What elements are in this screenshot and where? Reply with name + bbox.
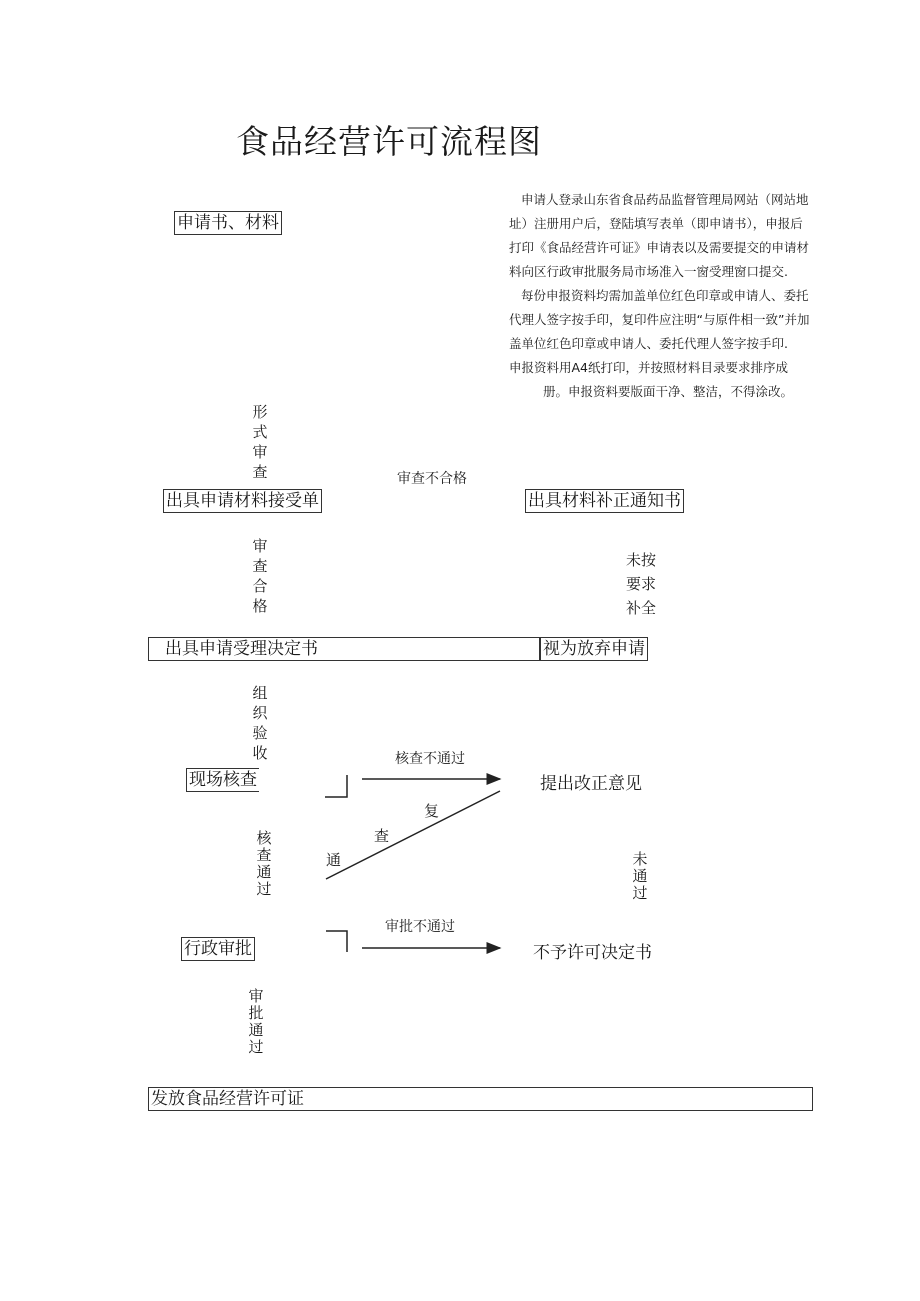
node-receipt-issued: 出具申请材料接受单 bbox=[163, 489, 322, 513]
edge-label-approval-passed: 审 批 通 过 bbox=[248, 987, 264, 1056]
description-paragraph-3-line-2: 册。申报资料要版面干净、整洁，不得涂改。 bbox=[543, 384, 794, 399]
edge-label-review-failed: 审查不合格 bbox=[397, 471, 467, 487]
edge-label-recheck-1: 复 bbox=[424, 802, 440, 820]
edge-label-not-passed: 未 通 过 bbox=[632, 850, 648, 902]
node-site-inspection: 现场核查 bbox=[186, 768, 259, 792]
edge-label-review-passed: 审 查 合 格 bbox=[252, 537, 268, 615]
node-acceptance-decision: 出具申请受理决定书 bbox=[148, 637, 540, 661]
edge-label-organize-acceptance: 组 织 验 收 bbox=[252, 684, 268, 762]
edge-label-not-corrected: 未按 要求 补全 bbox=[625, 551, 656, 617]
recheck-diagonal-line bbox=[326, 791, 500, 879]
page-title: 食品经营许可流程图 bbox=[236, 122, 542, 161]
edge-label-inspection-failed: 核查不通过 bbox=[395, 751, 465, 767]
description-paragraph-3 bbox=[509, 356, 814, 404]
node-rectification-opinion: 提出改正意见 bbox=[540, 774, 642, 794]
node-deemed-abandoned: 视为放弃申请 bbox=[540, 637, 648, 661]
edge-label-recheck-3: 通 bbox=[326, 851, 342, 869]
node-disapproval-decision: 不予许可决定书 bbox=[533, 943, 652, 963]
description-paragraph-2: 每份申报资料均需加盖单位红色印章或申请人、委托代理人签字按手印，复印件应注明“与原件相一致”并加盖单位红色印章或申请人、委托代理人签字按手印. bbox=[509, 288, 810, 351]
edge-label-approval-failed: 审批不通过 bbox=[385, 919, 455, 935]
description-paragraph-3-line-1: 申报资料用A4纸打印，并按照材料目录要求排序成 bbox=[509, 360, 789, 375]
description-paragraph-1: 申请人登录山东省食品药品监督管理局网站（网站地址）注册用户后，登陆填写表单（即申请书），申报后打印《食品经营许可证》申请表以及需要提交的申请材料向区行政审批服务局市场准入一窗受理窗口提交. bbox=[509, 192, 810, 279]
process-description bbox=[509, 188, 814, 404]
edge-label-recheck-2: 查 bbox=[374, 827, 390, 845]
site-inspection-bracket bbox=[325, 775, 347, 797]
node-correction-notice: 出具材料补正通知书 bbox=[525, 489, 684, 513]
node-admin-approval: 行政审批 bbox=[181, 937, 255, 961]
node-application-materials: 申请书、材料 bbox=[174, 211, 282, 235]
edge-label-inspection-passed: 核 查 通 过 bbox=[256, 829, 272, 898]
node-issue-license: 发放食品经营许可证 bbox=[148, 1087, 813, 1111]
edge-label-formal-review: 形 式 审 查 bbox=[252, 403, 268, 481]
admin-approval-bracket bbox=[326, 931, 347, 952]
